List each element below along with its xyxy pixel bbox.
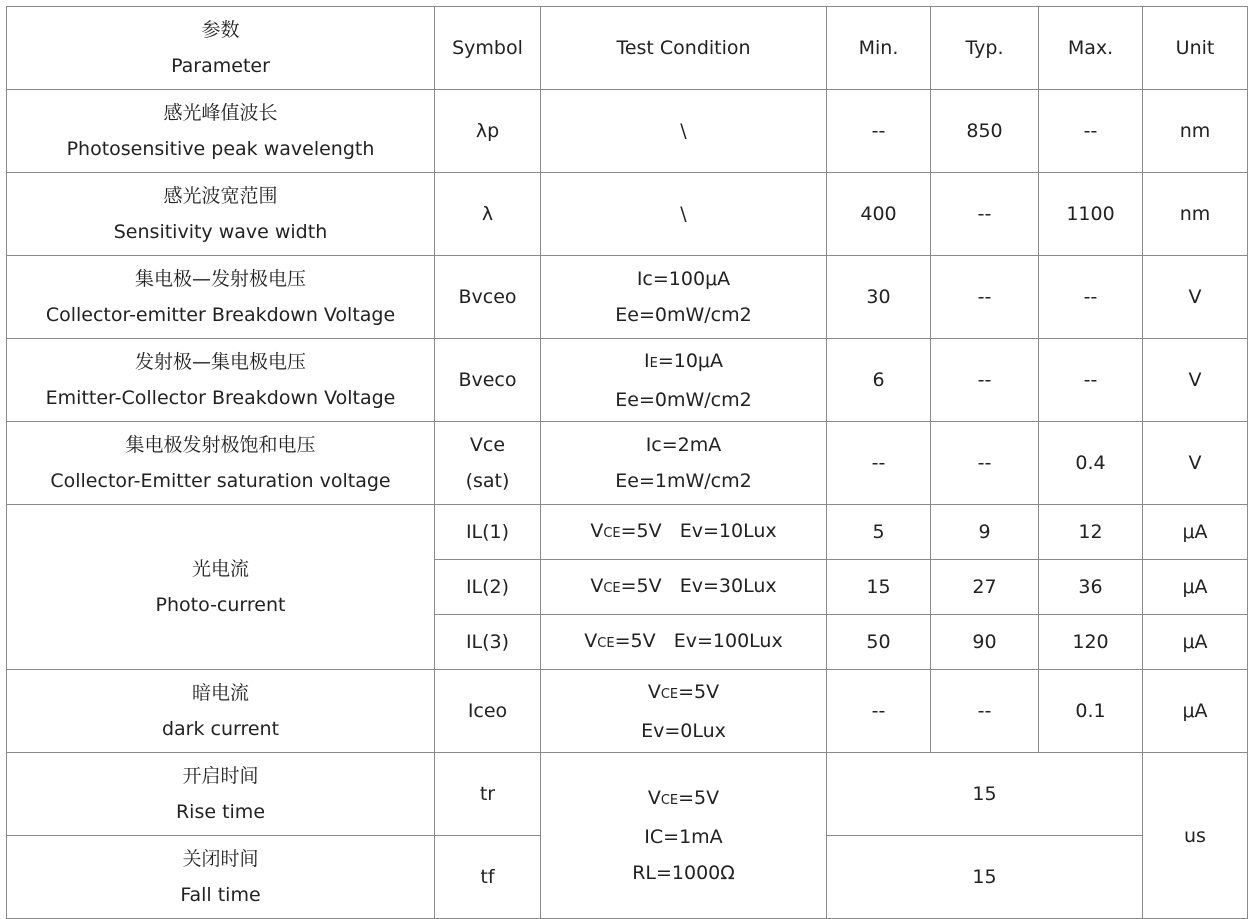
condition-line: VCE=5V bbox=[647, 680, 720, 703]
max-cell: -- bbox=[1039, 256, 1143, 339]
value-cell: 15 bbox=[827, 836, 1143, 919]
param-en: Fall time bbox=[180, 884, 261, 906]
unit-cell: μA bbox=[1143, 560, 1248, 615]
param-cn: 关闭时间 bbox=[182, 848, 259, 870]
header-test-condition: Test Condition bbox=[541, 7, 827, 90]
symbol-cell: tf bbox=[435, 836, 541, 919]
param-cn: 光电流 bbox=[191, 558, 249, 580]
spec-table bbox=[6, 6, 1248, 919]
param-cn: 发射极—集电极电压 bbox=[134, 351, 306, 373]
max-cell: 120 bbox=[1039, 615, 1143, 670]
param-cell bbox=[7, 422, 435, 505]
condition-cell: \ bbox=[541, 173, 827, 256]
condition-cell bbox=[541, 670, 827, 753]
condition-line: Ic=2mA bbox=[645, 434, 722, 456]
param-cell bbox=[7, 670, 435, 753]
symbol-line: (sat) bbox=[465, 470, 510, 492]
table-row bbox=[7, 173, 1248, 256]
header-min: Min. bbox=[827, 7, 931, 90]
value-cell: 15 bbox=[827, 753, 1143, 836]
condition-line: Ev=0Lux bbox=[641, 719, 726, 742]
unit-cell: V bbox=[1143, 256, 1248, 339]
header-typ: Typ. bbox=[931, 7, 1039, 90]
param-cn: 感光波宽范围 bbox=[163, 185, 278, 207]
condition-cell bbox=[541, 339, 827, 422]
param-en: Rise time bbox=[175, 801, 266, 823]
symbol-cell: Iceo bbox=[435, 670, 541, 753]
typ-cell: 9 bbox=[931, 505, 1039, 560]
unit-cell: nm bbox=[1143, 173, 1248, 256]
min-cell: 400 bbox=[827, 173, 931, 256]
typ-cell: -- bbox=[931, 422, 1039, 505]
max-cell: 0.1 bbox=[1039, 670, 1143, 753]
param-en: Photosensitive peak wavelength bbox=[66, 138, 375, 160]
condition-cell: VCE=5V Ev=10Lux bbox=[541, 505, 827, 560]
symbol-cell: λ bbox=[435, 173, 541, 256]
header-symbol: Symbol bbox=[435, 7, 541, 90]
param-en: Emitter-Collector Breakdown Voltage bbox=[45, 387, 396, 409]
max-cell: -- bbox=[1039, 339, 1143, 422]
param-en: dark current bbox=[161, 718, 280, 740]
condition-line: VCE=5V bbox=[647, 787, 720, 809]
condition-line: IC=1mA bbox=[644, 826, 723, 848]
unit-cell: us bbox=[1143, 753, 1248, 919]
param-cell bbox=[7, 753, 435, 836]
table-row bbox=[7, 256, 1248, 339]
param-cell bbox=[7, 256, 435, 339]
param-cell bbox=[7, 90, 435, 173]
symbol-cell: IL(2) bbox=[435, 560, 541, 615]
condition-line: Ee=1mW/cm2 bbox=[615, 470, 752, 492]
symbol-cell: λp bbox=[435, 90, 541, 173]
unit-cell: μA bbox=[1143, 615, 1248, 670]
param-cn: 集电极—发射极电压 bbox=[134, 268, 306, 290]
max-cell: 12 bbox=[1039, 505, 1143, 560]
max-cell: 36 bbox=[1039, 560, 1143, 615]
param-cell bbox=[7, 339, 435, 422]
condition-line: Ic=100μA bbox=[636, 268, 731, 290]
typ-cell: 90 bbox=[931, 615, 1039, 670]
symbol-cell: IL(1) bbox=[435, 505, 541, 560]
min-cell: 50 bbox=[827, 615, 931, 670]
condition-cell: \ bbox=[541, 90, 827, 173]
table-row bbox=[7, 90, 1248, 173]
condition-line: Ee=0mW/cm2 bbox=[615, 388, 752, 411]
unit-cell: μA bbox=[1143, 670, 1248, 753]
typ-cell: -- bbox=[931, 339, 1039, 422]
min-cell: -- bbox=[827, 90, 931, 173]
typ-cell: 27 bbox=[931, 560, 1039, 615]
condition-cell bbox=[541, 256, 827, 339]
condition-line: Ee=0mW/cm2 bbox=[615, 304, 752, 326]
table-row bbox=[7, 505, 1248, 560]
param-cell bbox=[7, 836, 435, 919]
header-row bbox=[7, 7, 1248, 90]
symbol-cell: IL(3) bbox=[435, 615, 541, 670]
symbol-cell: tr bbox=[435, 753, 541, 836]
max-cell: -- bbox=[1039, 90, 1143, 173]
condition-cell bbox=[541, 753, 827, 919]
unit-cell: nm bbox=[1143, 90, 1248, 173]
max-cell: 0.4 bbox=[1039, 422, 1143, 505]
header-parameter-en: Parameter bbox=[171, 55, 270, 77]
min-cell: -- bbox=[827, 670, 931, 753]
header-parameter bbox=[7, 7, 435, 90]
table-row bbox=[7, 339, 1248, 422]
min-cell: 15 bbox=[827, 560, 931, 615]
table-row bbox=[7, 422, 1248, 505]
max-cell: 1100 bbox=[1039, 173, 1143, 256]
param-cn: 感光峰值波长 bbox=[163, 102, 278, 124]
condition-line: IE=10μA bbox=[643, 349, 723, 372]
table-row bbox=[7, 670, 1248, 753]
header-unit: Unit bbox=[1143, 7, 1248, 90]
symbol-line: Vce bbox=[469, 434, 506, 456]
param-en: Photo-current bbox=[155, 594, 286, 616]
min-cell: 5 bbox=[827, 505, 931, 560]
param-cn: 暗电流 bbox=[191, 682, 249, 704]
param-cn: 集电极发射极饱和电压 bbox=[125, 434, 316, 456]
param-en: Collector-emitter Breakdown Voltage bbox=[45, 304, 396, 326]
min-cell: -- bbox=[827, 422, 931, 505]
symbol-cell: Bvceo bbox=[435, 256, 541, 339]
unit-cell: V bbox=[1143, 422, 1248, 505]
param-cn: 开启时间 bbox=[182, 765, 259, 787]
symbol-cell bbox=[435, 422, 541, 505]
symbol-cell: Bveco bbox=[435, 339, 541, 422]
condition-line: RL=1000Ω bbox=[632, 862, 735, 884]
param-en: Collector-Emitter saturation voltage bbox=[50, 470, 391, 492]
typ-cell: -- bbox=[931, 173, 1039, 256]
typ-cell: 850 bbox=[931, 90, 1039, 173]
condition-cell: VCE=5V Ev=100Lux bbox=[541, 615, 827, 670]
param-cell bbox=[7, 173, 435, 256]
unit-cell: V bbox=[1143, 339, 1248, 422]
typ-cell: -- bbox=[931, 670, 1039, 753]
unit-cell: μA bbox=[1143, 505, 1248, 560]
min-cell: 30 bbox=[827, 256, 931, 339]
param-cell bbox=[7, 505, 435, 670]
condition-cell bbox=[541, 422, 827, 505]
min-cell: 6 bbox=[827, 339, 931, 422]
table-row bbox=[7, 753, 1248, 836]
header-max: Max. bbox=[1039, 7, 1143, 90]
param-en: Sensitivity wave width bbox=[113, 221, 328, 243]
typ-cell: -- bbox=[931, 256, 1039, 339]
condition-cell: VCE=5V Ev=30Lux bbox=[541, 560, 827, 615]
header-parameter-cn: 参数 bbox=[201, 19, 240, 41]
